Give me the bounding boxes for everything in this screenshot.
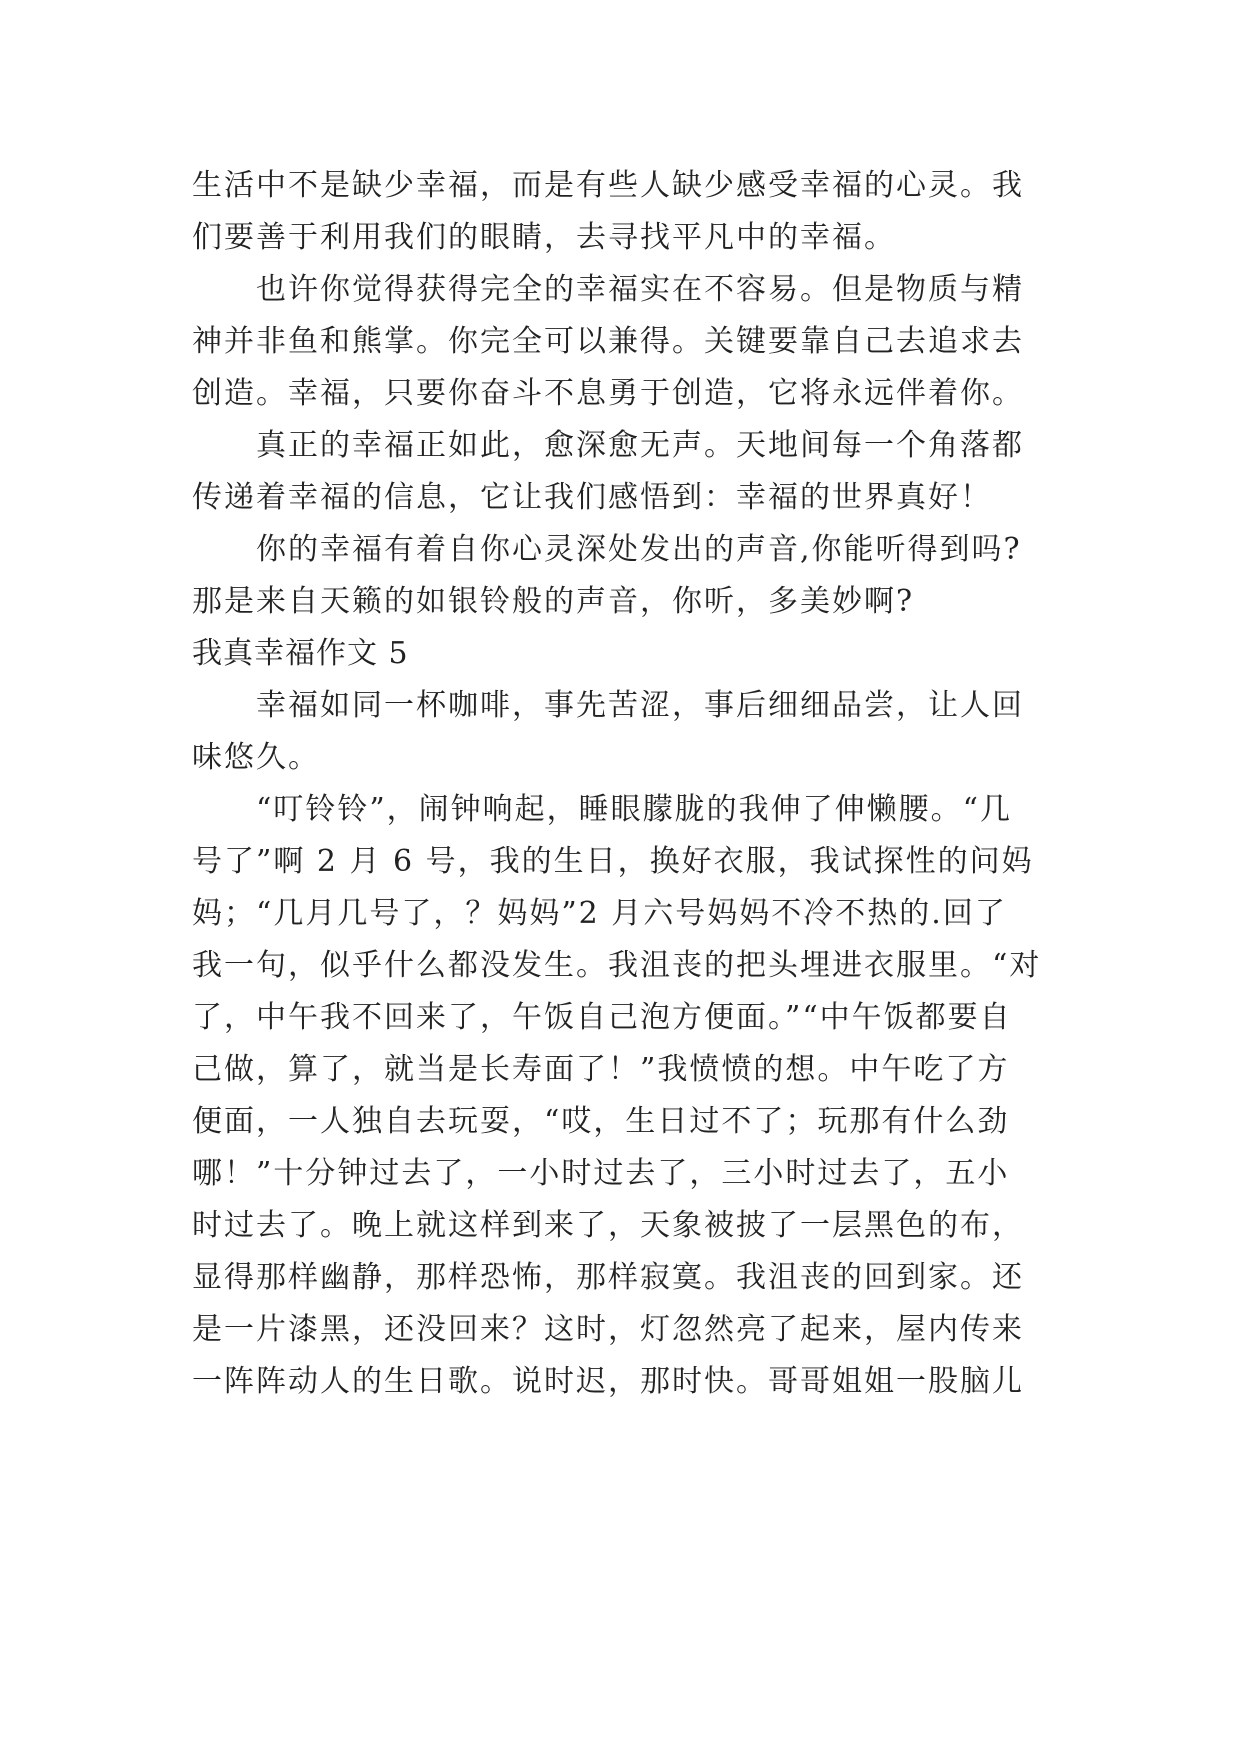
text-line: 显得那样幽静，那样恐怖，那样寂寞。我沮丧的回到家。还: [192, 1260, 1024, 1295]
text-line: 味悠久。: [192, 740, 320, 775]
text-line: 我一句，似乎什么都没发生。我沮丧的把头埋进衣服里。“对: [192, 948, 1042, 983]
text-line: 妈；“几月几号了，？妈妈”2 月六号妈妈不冷不热的.回了: [192, 896, 1007, 931]
text-line: 传递着幸福的信息，它让我们感悟到：幸福的世界真好！: [192, 480, 992, 515]
text-line: 了，中午我不回来了，午饭自己泡方便面。”“中午饭都要自: [192, 1000, 1012, 1035]
paragraph-start-line: 幸福如同一杯咖啡，事先苦涩，事后细细品尝，让人回: [256, 688, 1024, 723]
text-line: 那是来自天籁的如银铃般的声音，你听，多美妙啊?: [192, 584, 915, 619]
section-heading: 我真幸福作文 5: [192, 636, 409, 671]
text-line: 号了”啊 2 月 6 号，我的生日，换好衣服，我试探性的问妈: [192, 844, 1034, 879]
text-line: 神并非鱼和熊掌。你完全可以兼得。关键要靠自己去追求去: [192, 324, 1024, 359]
text-line: 生活中不是缺少幸福，而是有些人缺少感受幸福的心灵。我: [192, 168, 1024, 203]
text-line: 时过去了。晚上就这样到来了，天象被披了一层黑色的布，: [192, 1208, 1024, 1243]
text-line: 便面，一人独自去玩耍，“哎，生日过不了；玩那有什么劲: [192, 1104, 1010, 1139]
text-line: 哪！”十分钟过去了，一小时过去了，三小时过去了，五小: [192, 1156, 1010, 1191]
text-line: 一阵阵动人的生日歌。说时迟，那时快。哥哥姐姐一股脑儿: [192, 1364, 1024, 1399]
text-line: 是一片漆黑，还没回来？这时，灯忽然亮了起来，屋内传来: [192, 1312, 1024, 1347]
paragraph-start-line: 你的幸福有着自你心灵深处发出的声音,你能听得到吗?: [256, 532, 1022, 567]
paragraph-start-line: “叮铃铃”，闹钟响起，睡眼朦胧的我伸了伸懒腰。“几: [256, 792, 1013, 827]
paragraph-start-line: 也许你觉得获得完全的幸福实在不容易。但是物质与精: [256, 272, 1024, 307]
text-line: 们要善于利用我们的眼睛，去寻找平凡中的幸福。: [192, 220, 896, 255]
text-line: 创造。幸福，只要你奋斗不息勇于创造，它将永远伴着你。: [192, 376, 1024, 411]
document-body: [192, 160, 1062, 1408]
text-line: 己做，算了，就当是长寿面了！”我愤愤的想。中午吃了方: [192, 1052, 1010, 1087]
paragraph-start-line: 真正的幸福正如此，愈深愈无声。天地间每一个角落都: [256, 428, 1024, 463]
